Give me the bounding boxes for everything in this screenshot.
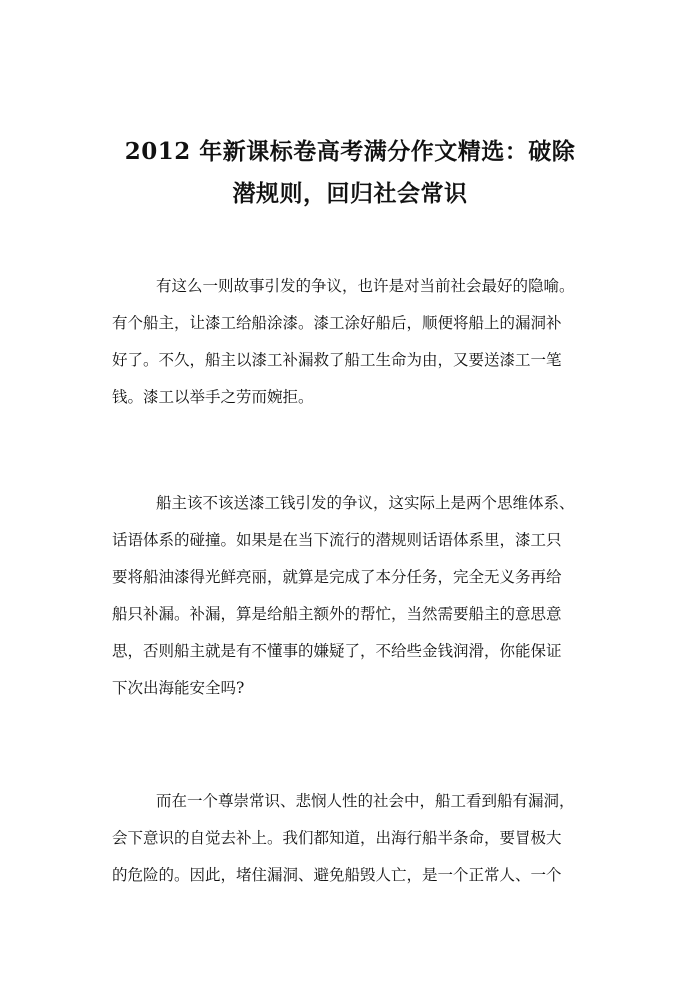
paragraph-line: 话语体系的碰撞。如果是在当下流行的潜规则话语体系里，漆工只	[112, 531, 562, 549]
paragraph-line: 下次出海能安全吗?	[112, 679, 245, 697]
document-title-line-2: 潜规则，回归社会常识	[232, 180, 468, 207]
paragraph-line: 要将船油漆得光鲜亮丽，就算是完成了本分任务，完全无义务再给	[112, 568, 562, 586]
paragraph-line: 会下意识的自觉去补上。我们都知道，出海行船半条命，要冒极大	[112, 829, 562, 847]
paragraph-1	[112, 268, 592, 416]
paragraph-2	[112, 485, 592, 707]
paragraph-line: 有这么一则故事引发的争议，也许是对当前社会最好的隐喻。	[156, 277, 575, 295]
paragraph-line: 的危险的。因此，堵住漏洞、避免船毁人亡，是一个正常人、一个	[112, 866, 562, 884]
document-title-line-1: 2012 年新课标卷高考满分作文精选：破除	[124, 138, 576, 165]
paragraph-line: 有个船主，让漆工给船涂漆。漆工涂好船后，顺便将船上的漏洞补	[112, 314, 562, 332]
paragraph-3	[112, 783, 592, 894]
paragraph-line: 思，否则船主就是有不懂事的嫌疑了，不给些金钱润滑，你能保证	[112, 642, 562, 660]
paragraph-line: 而在一个尊崇常识、悲悯人性的社会中，船工看到船有漏洞，	[156, 792, 575, 810]
paragraph-line: 好了。不久，船主以漆工补漏救了船工生命为由，又要送漆工一笔	[112, 351, 562, 369]
paragraph-line: 船只补漏。补漏，算是给船主额外的帮忙，当然需要船主的意思意	[112, 605, 562, 623]
paragraph-line: 钱。漆工以举手之劳而婉拒。	[112, 388, 314, 406]
paragraph-line: 船主该不该送漆工钱引发的争议，这实际上是两个思维体系、	[156, 494, 575, 512]
